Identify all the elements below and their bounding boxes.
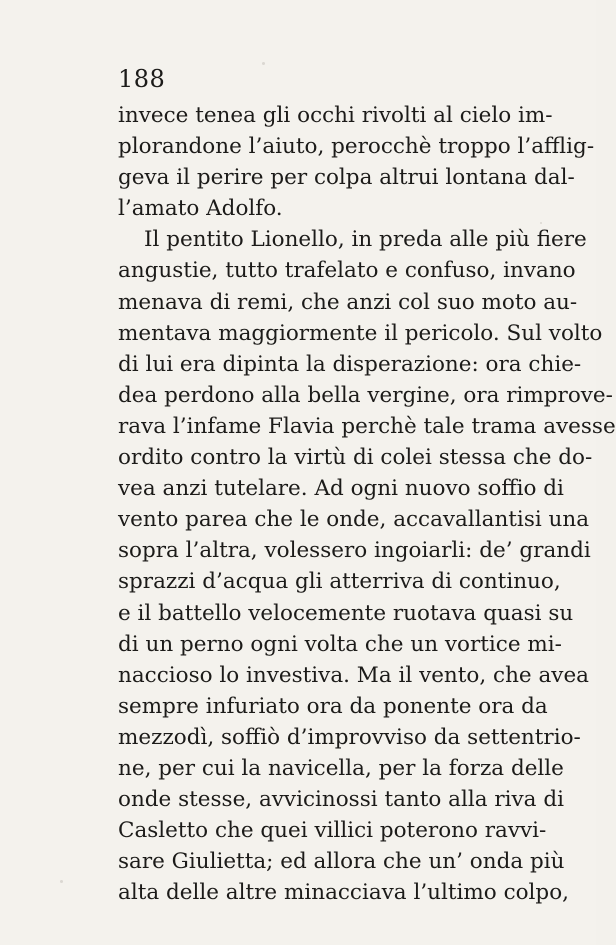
text-line: menava di remi, che anzi col suo moto au-	[118, 289, 578, 315]
text-line: rava l’infame Flavia perchè tale trama avesse	[118, 413, 616, 439]
text-line: sopra l’altra, volessero ingoiarli: de’ grandi	[118, 538, 591, 564]
text-line: e il battello velocemente ruotava quasi su	[118, 600, 574, 626]
text-line: naccioso lo investiva. Ma il vento, che avea	[118, 662, 589, 688]
text-line: mezzodì, soffiò d’improvviso da settentrio-	[118, 724, 581, 750]
text-line: di lui era dipinta la disperazione: ora chie-	[118, 351, 582, 377]
text-line: sare Giulietta; ed allora che un’ onda più	[118, 849, 565, 875]
text-line: l’amato Adolfo.	[118, 196, 283, 222]
text-line: dea perdono alla bella vergine, ora rimprove-	[118, 382, 613, 408]
text-line: ordito contro la virtù di colei stessa che do-	[118, 445, 593, 471]
text-line: angustie, tutto trafelato e confuso, invano	[118, 258, 576, 284]
text-line: Casletto che quei villici poterono ravvi-	[118, 818, 547, 844]
text-line: sempre infuriato ora da ponente ora da	[118, 693, 548, 719]
text-line: sprazzi d’acqua gli atterriva di continuo,	[118, 569, 561, 595]
text-line: di un perno ogni volta che un vortice mi-	[118, 631, 562, 657]
text-line: geva il perire per colpa altrui lontana dal-	[118, 165, 575, 191]
paper-speck	[60, 880, 63, 883]
text-line: vento parea che le onde, accavallantisi una	[118, 507, 590, 533]
text-line: Il pentito Lionello, in preda alle più fiere	[144, 227, 587, 253]
text-line: plorandone l’aiuto, perocchè troppo l’afflig-	[118, 134, 595, 160]
text-line: ne, per cui la navicella, per la forza delle	[118, 755, 564, 781]
text-line: alta delle altre minacciava l’ultimo colpo,	[118, 880, 569, 906]
text-line: invece tenea gli occhi rivolti al cielo im-	[118, 103, 553, 128]
paper-speck	[262, 62, 265, 65]
text-line: vea anzi tutelare. Ad ogni nuovo soffio di	[118, 476, 564, 502]
text-line: mentava maggiormente il pericolo. Sul volto	[118, 320, 603, 346]
text-line: onde stesse, avvicinossi tanto alla riva di	[118, 787, 564, 813]
body-text	[118, 100, 616, 908]
page-number: 188	[118, 65, 166, 93]
